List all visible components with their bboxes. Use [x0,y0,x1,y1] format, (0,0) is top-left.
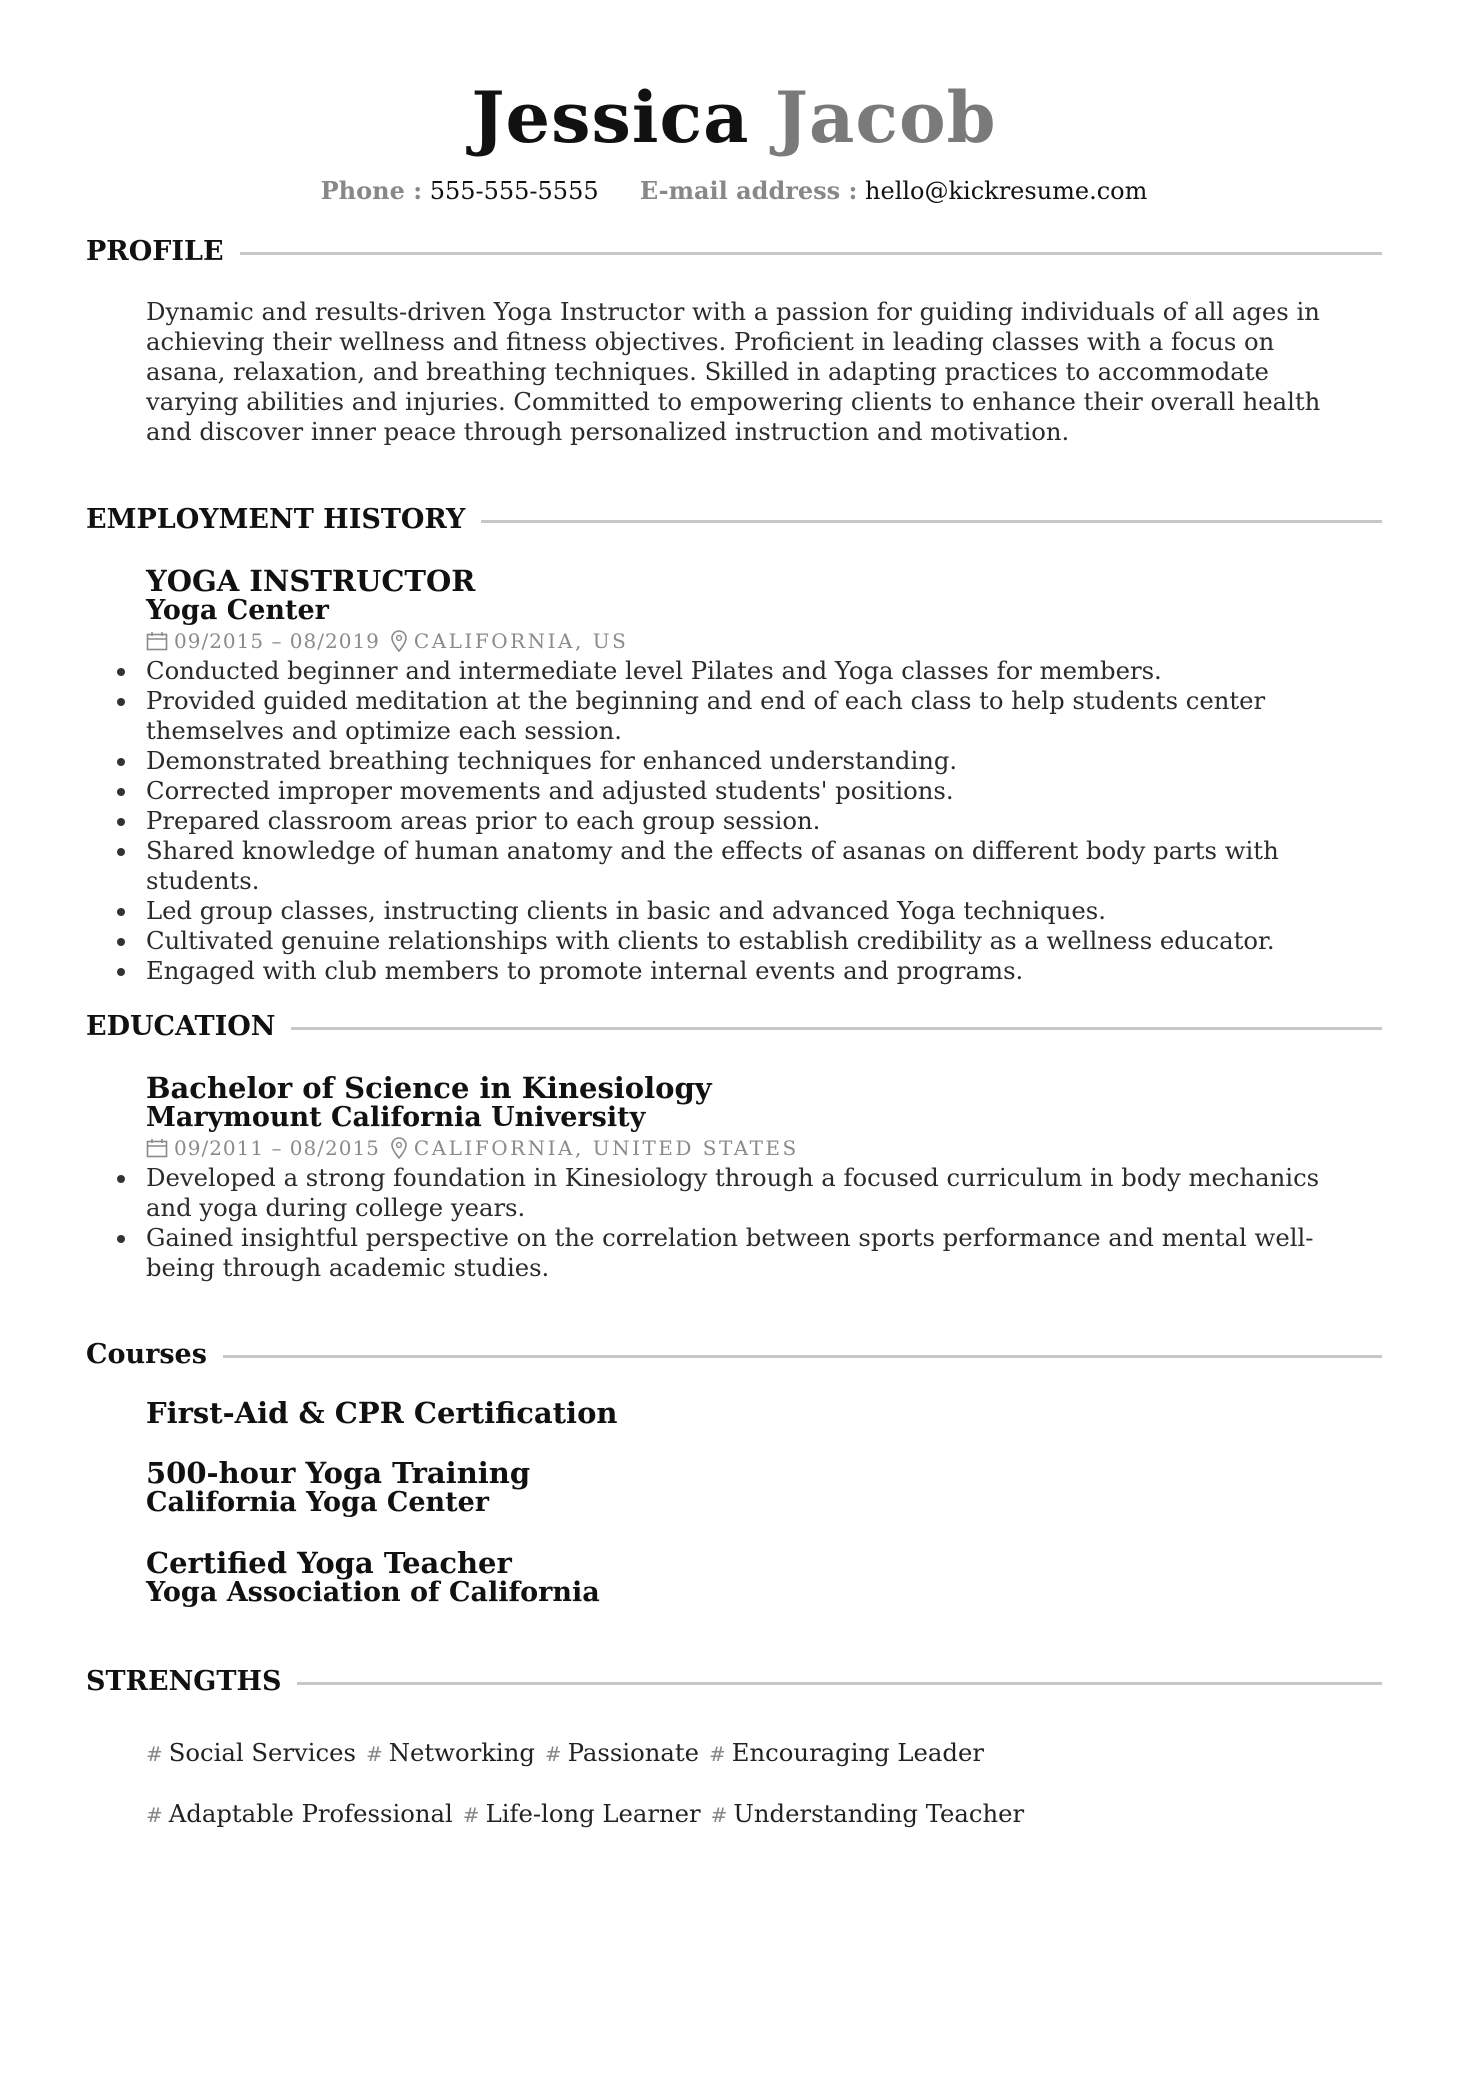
course-org: California Yoga Center [146,1487,490,1518]
job-entry [146,566,1356,986]
education-location: CALIFORNIA, UNITED STATES [413,1136,799,1160]
email-value: hello@kickresume.com [865,177,1148,205]
list-item: Shared knowledge of human anatomy and the effects of asanas on different body parts with students. [146,836,1356,896]
calendar-icon [146,1138,168,1158]
phone-value: 555-555-5555 [429,177,599,205]
job-location: CALIFORNIA, US [413,629,629,653]
list-item: Led group classes, instructing clients in basic and advanced Yoga techniques. [146,896,1356,926]
section-divider [86,1355,1382,1358]
strength-tag: # Networking [366,1738,535,1767]
list-item: Prepared classroom areas prior to each group session. [146,806,1356,836]
strength-tag: # Adaptable Professional [146,1799,453,1828]
location-pin-icon [390,630,408,652]
strength-tag: # Encouraging Leader [709,1738,984,1767]
phone-label: Phone : [320,176,423,205]
section-divider [86,252,1382,255]
education-section-header [86,1009,1382,1045]
course-item [146,1548,1356,1608]
calendar-icon [146,631,168,651]
job-meta [146,626,1356,656]
course-item [146,1458,1356,1518]
strengths-section-header [86,1664,1382,1700]
candidate-name [0,78,1468,158]
course-name: Certified Yoga Teacher [146,1546,512,1580]
section-title: EDUCATION [86,1009,291,1045]
strength-tag: # Social Services [146,1738,356,1767]
hash-icon: # [462,1803,480,1827]
list-item: Conducted beginner and intermediate level Pilates and Yoga classes for members. [146,656,1356,686]
hash-icon: # [710,1803,728,1827]
school: Marymount California University [146,1102,646,1133]
hash-icon: # [146,1742,163,1766]
location-pin-icon [390,1137,408,1159]
profile-block [146,297,1356,447]
last-name: Jacob [774,76,997,159]
strength-tag: # Life-long Learner [462,1799,701,1828]
section-title: STRENGTHS [86,1664,297,1700]
email-label: E-mail address : [639,176,858,205]
hash-icon: # [366,1742,383,1766]
job-duties [146,656,1356,986]
degree: Bachelor of Science in Kinesiology [146,1071,712,1105]
list-item: Engaged with club members to promote internal events and programs. [146,956,1356,986]
courses-section-header [86,1337,1382,1373]
hash-icon: # [146,1803,163,1827]
hash-icon: # [709,1742,726,1766]
employment-section-header [86,502,1382,538]
profile-text: Dynamic and results-driven Yoga Instructor with a passion for guiding individuals of all ages in achieving their wellness and fitness objectives. Proficient in leading classes with a focus on asana, relaxation, and breathing techniques. Skilled in adapting practices to accommodate varying abilities and injuries. Committed to empowering clients to enhance their overall health and discover inner peace through personalized instruction and motivation. [146,297,1321,446]
list-item: Provided guided meditation at the beginning and end of each class to help students center themselves and optimize each session. [146,686,1356,746]
course-item [146,1398,1356,1428]
section-title: Courses [86,1337,223,1373]
section-title: PROFILE [86,234,240,270]
job-company: Yoga Center [146,595,329,626]
list-item: Cultivated genuine relationships with clients to establish credibility as a wellness educator. [146,926,1356,956]
section-title: EMPLOYMENT HISTORY [86,502,481,538]
hash-icon: # [544,1742,562,1766]
profile-section-header [86,234,1382,270]
strengths-block [146,1738,1356,1860]
strength-tag: # Passionate [544,1738,700,1767]
course-org: Yoga Association of California [146,1577,600,1608]
list-item: Developed a strong foundation in Kinesiology through a focused curriculum in body mechanics and yoga during college years. [146,1163,1356,1223]
job-dates: 09/2015 – 08/2019 [174,629,380,653]
education-dates: 09/2011 – 08/2015 [174,1136,380,1160]
job-position: YOGA INSTRUCTOR [146,564,476,598]
contact-line [0,176,1468,206]
education-details [146,1163,1356,1283]
course-name: First-Aid & CPR Certification [146,1396,618,1430]
list-item: Gained insightful perspective on the correlation between sports performance and mental well-being through academic studies. [146,1223,1356,1283]
list-item: Demonstrated breathing techniques for enhanced understanding. [146,746,1356,776]
strength-tag: # Understanding Teacher [710,1799,1025,1828]
course-name: 500-hour Yoga Training [146,1456,531,1490]
education-entry [146,1073,1356,1283]
courses-list [146,1398,1356,1638]
strengths-list [146,1738,1296,1860]
education-meta [146,1133,1356,1163]
first-name: Jessica [471,76,750,159]
list-item: Corrected improper movements and adjusted students' positions. [146,776,1356,806]
